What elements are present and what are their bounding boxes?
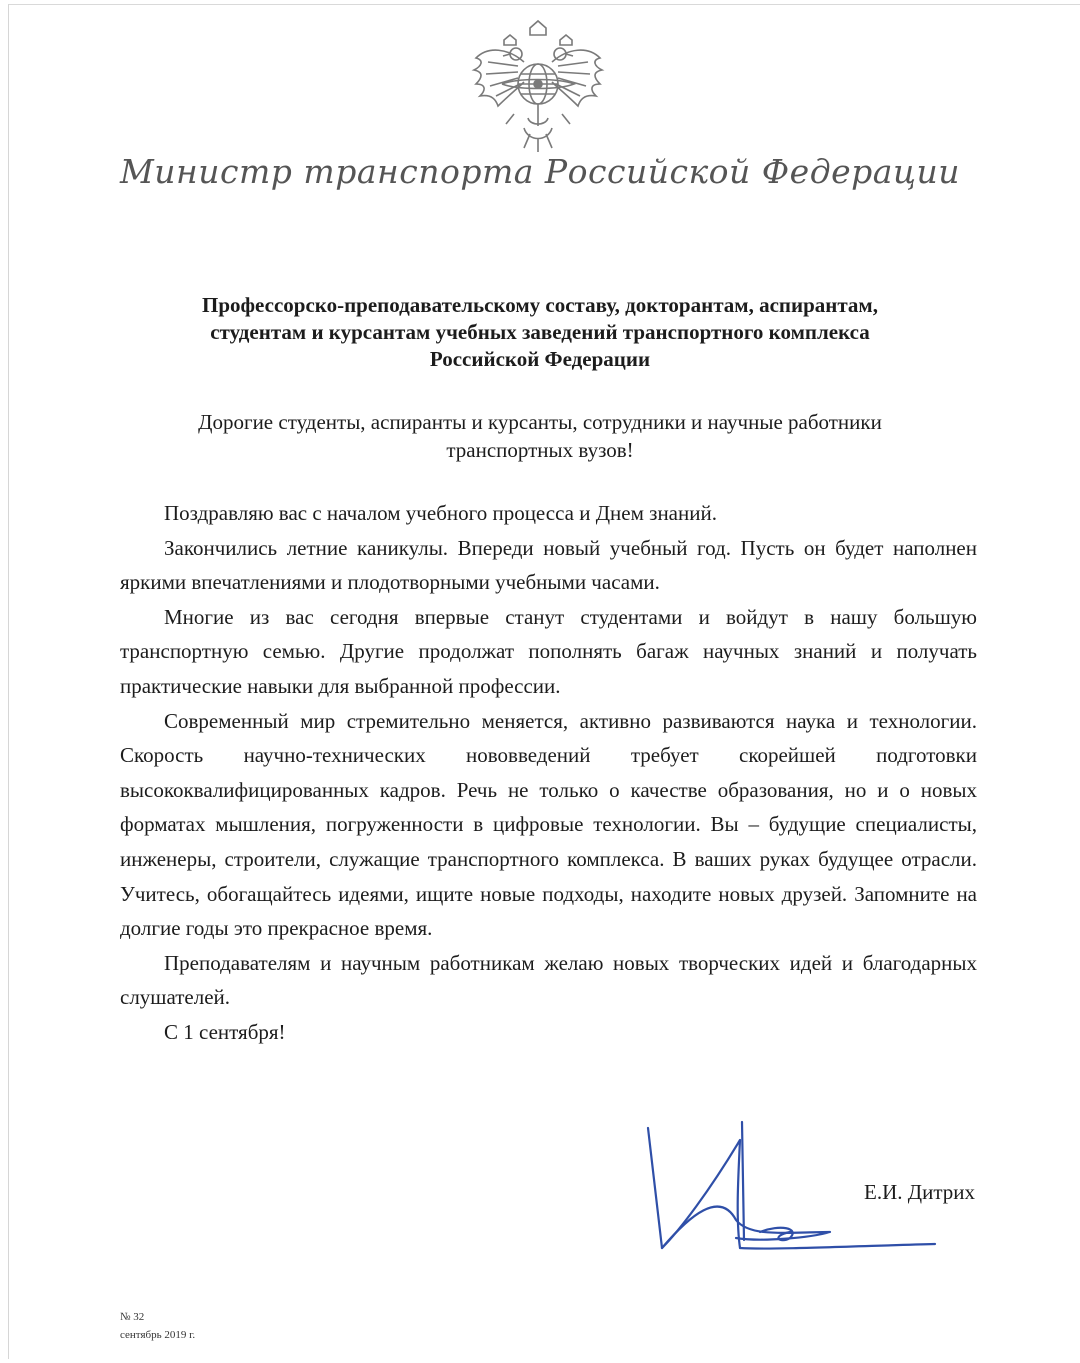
document-number: № 32 [120, 1311, 145, 1323]
body-paragraph: Поздравляю вас с началом учебного процесса и Днем знаний. [164, 501, 717, 525]
signer-name: Е.И. Дитрих [864, 1180, 975, 1204]
document-date: сентябрь 2019 г. [120, 1329, 196, 1341]
body-paragraph: Современный мир стремительно меняется, активно развиваются наука и технологии. Скорость научно-технических нововведений требует скорейшей подготовки высококвалифицированных кадров. Речь не только о качестве образования, но и о новых форматах мышления, погруженности в цифровые технологии. Вы – будущие специалисты, инженеры, строители, служащие транспортного комплекса. В ваших руках будущее отрасли. Учитесь, обогащайтесь идеями, ищите новые подходы, находите новых друзей. Запомните на долгие годы это прекрасное время. [120, 708, 977, 941]
closing-line: С 1 сентября! [164, 1019, 286, 1044]
salutation-line: Дорогие студенты, аспиранты и курсанты, сотрудники и научные работники [198, 410, 882, 434]
page-edge-top [8, 4, 1080, 5]
letter-body [120, 496, 977, 1050]
addressee-line: Российской Федерации [429, 347, 651, 371]
addressee-line: Профессорско-преподавательскому составу, докторантам, аспирантам, [202, 293, 878, 317]
body-paragraph: Многие из вас сегодня впервые станут студентами и войдут в нашу большую транспортную семью. Другие продолжат пополнять багаж научных знаний и получать практические навыки для выбранной профессии. [120, 604, 977, 698]
salutation [100, 408, 980, 464]
salutation-line: транспортных вузов! [446, 438, 634, 462]
addressee-line: студентам и курсантам учебных заведений транспортного комплекса [210, 320, 870, 344]
addressee-block [100, 292, 980, 373]
document-number-block [120, 1308, 195, 1344]
page-edge-left [8, 4, 9, 1359]
double-headed-eagle-emblem-icon [468, 18, 608, 158]
ministry-letterhead: Министр транспорта Российской Федерации [120, 152, 960, 191]
body-paragraph: Преподавателям и научным работникам желаю новых творческих идей и благодарных слушателей. [120, 950, 977, 1010]
body-paragraph: Закончились летние каникулы. Впереди новый учебный год. Пусть он будет наполнен яркими впечатлениями и плодотворными учебными часами. [120, 535, 977, 595]
